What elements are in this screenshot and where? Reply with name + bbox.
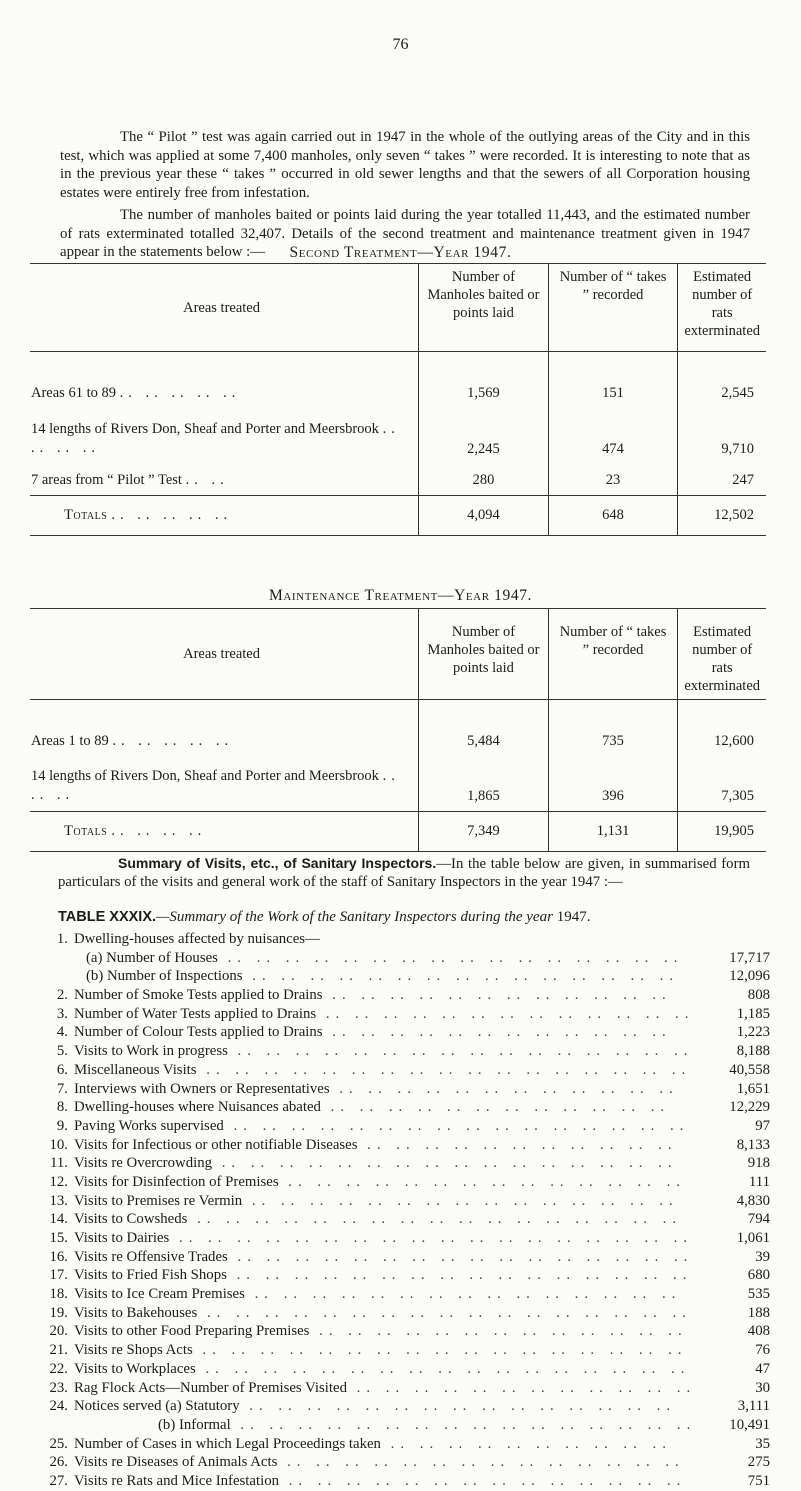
col-header-manholes: Number of Manholes baited or points laid bbox=[419, 609, 549, 700]
dot-leader: .. .. .. .. .. .. .. .. .. .. .. .. .. .. .. .. .. .. bbox=[169, 1230, 694, 1246]
table-xxxix-title bbox=[58, 909, 778, 926]
list-item bbox=[30, 1416, 770, 1435]
list-item bbox=[30, 1304, 770, 1323]
item-label bbox=[74, 1397, 676, 1416]
list-item bbox=[30, 1229, 770, 1248]
area-label: Areas 1 to 89 bbox=[31, 732, 109, 749]
item-number: 19. bbox=[49, 1304, 68, 1321]
item-value: 8,133 bbox=[736, 1136, 770, 1153]
item-value: 680 bbox=[747, 1267, 770, 1284]
list-item bbox=[30, 986, 770, 1005]
list-item bbox=[30, 1360, 770, 1379]
list-item bbox=[30, 1266, 770, 1285]
list-item bbox=[30, 1005, 770, 1024]
pilot-test-paragraph: The “ Pilot ” test was again carried out in 1947 in the whole of the outlying areas of the City and in this test, which was applied at some 7,400 manholes, only seven “ takes ” were recorded. It is interesting to note that as in the previous year these “ takes ” occurred in old sewer lengths and that the sewers of all Corporation housing estates were entirely free from infestation. bbox=[60, 129, 750, 201]
item-number: 24. bbox=[49, 1398, 68, 1415]
item-label bbox=[74, 1080, 679, 1099]
takes-value: 474 bbox=[548, 402, 678, 458]
item-label bbox=[74, 930, 320, 949]
col-header-areas: Areas treated bbox=[183, 646, 260, 662]
list-item bbox=[30, 1397, 770, 1416]
takes-value: 396 bbox=[548, 750, 678, 812]
list-item bbox=[30, 1098, 770, 1117]
item-number: 23. bbox=[49, 1379, 68, 1396]
dot-leader: .. .. .. .. .. .. .. .. .. .. .. .. .. .. .. .. .. bbox=[195, 1360, 691, 1377]
table-row: Areas 1 to 89 .. .. .. .. .. 5,484 735 12,600 bbox=[30, 700, 766, 750]
item-number: 8. bbox=[56, 1099, 68, 1116]
item-label bbox=[74, 1117, 689, 1136]
item-number: 12. bbox=[49, 1173, 68, 1190]
item-label-text: (b) Number of Inspections bbox=[86, 968, 243, 985]
item-label bbox=[74, 1136, 678, 1155]
dot-leader: .. .. .. .. .. .. .. .. .. .. .. .. .. .. .. .. bbox=[217, 949, 684, 966]
table-row: 14 lengths of Rivers Don, Sheaf and Porter and Meersbrook .. .. .. .. 2,245 474 9,710 bbox=[30, 402, 766, 458]
dot-leader: .. .. .. .. .. .. .. .. .. .. .. .. .. .. .. .. bbox=[223, 1117, 690, 1134]
item-label-text: Number of Water Tests applied to Drains bbox=[74, 1005, 317, 1022]
item-value: 1,651 bbox=[736, 1080, 770, 1097]
list-item bbox=[30, 1192, 770, 1211]
item-label-text: Visits for Disinfection of Premises bbox=[74, 1173, 279, 1190]
totals-label: Totals bbox=[64, 507, 108, 523]
item-value: 1,185 bbox=[736, 1005, 770, 1022]
list-item bbox=[30, 967, 770, 986]
table-xxxix-number: TABLE XXXIX. bbox=[58, 909, 157, 925]
item-value: 3,111 bbox=[737, 1398, 770, 1415]
item-label bbox=[74, 1042, 693, 1061]
manholes-value: 2,245 bbox=[419, 402, 549, 458]
item-label bbox=[86, 949, 683, 968]
list-item bbox=[30, 1453, 770, 1472]
manholes-value: 1,865 bbox=[419, 750, 549, 812]
list-item bbox=[30, 1341, 770, 1360]
item-number: 27. bbox=[49, 1472, 68, 1489]
dot-leader: .. .. .. .. .. .. .. .. .. .. .. .. .. .. .. .. bbox=[227, 1248, 694, 1265]
item-label-text: Dwelling-houses affected by nuisances— bbox=[74, 931, 320, 947]
item-label-text: Visits to Bakehouses bbox=[74, 1304, 198, 1321]
item-value: 408 bbox=[747, 1323, 770, 1340]
item-value: 76 bbox=[755, 1342, 770, 1359]
totals-label: Totals bbox=[64, 823, 108, 839]
item-label-text: Visits to Fried Fish Shops bbox=[74, 1267, 227, 1284]
item-label-text: Visits re Shops Acts bbox=[74, 1342, 193, 1359]
list-item bbox=[30, 1248, 770, 1267]
area-label: 7 areas from “ Pilot ” Test bbox=[31, 472, 182, 488]
item-label-text: Visits for Infectious or other notifiable Diseases bbox=[74, 1136, 358, 1153]
item-label-text: Number of Cases in which Legal Proceedings taken bbox=[74, 1435, 381, 1452]
item-number: 17. bbox=[49, 1267, 68, 1284]
rats-value: 7,305 bbox=[678, 750, 766, 812]
item-label-text: Visits to Work in progress bbox=[74, 1043, 228, 1060]
dot-leader: .. .. .. .. .. .. .. .. .. .. bbox=[380, 1435, 672, 1452]
item-label-text: Dwelling-houses where Nuisances abated bbox=[74, 1099, 321, 1116]
item-number: 7. bbox=[56, 1080, 68, 1097]
item-number: 9. bbox=[56, 1117, 68, 1134]
col-header-areas: Areas treated bbox=[183, 299, 260, 316]
item-number: 2. bbox=[56, 987, 68, 1004]
dot-leader: .. .. .. .. .. .. .. .. .. .. .. .. .. .. .. .. bbox=[212, 1155, 678, 1172]
item-label-text: Rag Flock Acts—Number of Premises Visited bbox=[74, 1379, 347, 1396]
item-label bbox=[74, 986, 672, 1005]
item-number: 21. bbox=[49, 1342, 68, 1359]
item-label-text: Visits re Overcrowding bbox=[74, 1155, 213, 1172]
item-value: 39 bbox=[755, 1248, 770, 1265]
table-xxxix-description: —Summary of the Work of the Sanitary Inspectors during the year bbox=[156, 909, 553, 925]
item-label-text: Visits to other Food Preparing Premises bbox=[74, 1323, 310, 1340]
page-number: 76 bbox=[392, 36, 409, 53]
item-label-text: Visits re Diseases of Animals Acts bbox=[74, 1454, 278, 1471]
dot-leader: .. .. .. .. .. .. .. .. .. .. .. .. bbox=[329, 1080, 679, 1097]
table-row: 14 lengths of Rivers Don, Sheaf and Porter and Meersbrook .. .. .. 1,865 396 7,305 bbox=[30, 750, 766, 812]
col-header-takes: Number of “ takes ” recorded bbox=[548, 264, 678, 352]
item-number: 25. bbox=[49, 1435, 68, 1452]
second-treatment-table bbox=[30, 263, 766, 536]
area-label: 14 lengths of Rivers Don, Sheaf and Porter and Meersbrook bbox=[31, 420, 379, 437]
item-label bbox=[74, 1453, 685, 1472]
item-label bbox=[158, 1416, 696, 1435]
dot-leader: .. .. .. .. .. .. .. .. .. .. .. .. .. .. .. bbox=[242, 968, 680, 985]
dot-leader: .. .. .. .. .. .. .. .. .. .. .. .. bbox=[322, 1024, 672, 1041]
item-value: 111 bbox=[748, 1173, 770, 1190]
item-label bbox=[74, 1379, 696, 1398]
dot-leader: .. .. .. .. .. .. .. .. .. .. .. .. .. .. .. .. .. bbox=[197, 1304, 692, 1321]
item-label-text: Visits re Offensive Trades bbox=[74, 1248, 228, 1265]
dot-leader: .. .. .. .. .. .. .. .. .. .. .. .. .. bbox=[316, 1005, 695, 1022]
total-rats: 19,905 bbox=[678, 812, 766, 852]
dot-leader: .. .. .. .. .. .. .. .. .. .. .. .. .. .. bbox=[278, 1173, 686, 1190]
item-value: 535 bbox=[747, 1286, 770, 1303]
item-number: 26. bbox=[49, 1454, 68, 1471]
list-item bbox=[30, 930, 770, 949]
item-value: 10,491 bbox=[729, 1416, 770, 1433]
dot-leader: .. .. .. .. .. .. .. .. .. .. .. bbox=[357, 1136, 678, 1153]
table-row: 7 areas from “ Pilot ” Test .. .. 280 23 247 bbox=[30, 458, 766, 496]
dot-leader: .. .. .. .. .. .. .. .. .. .. .. .. .. bbox=[309, 1323, 688, 1340]
rats-value: 9,710 bbox=[678, 402, 766, 458]
list-item bbox=[30, 1042, 770, 1061]
item-number: 5. bbox=[56, 1043, 68, 1060]
manholes-value: 1,569 bbox=[419, 352, 549, 402]
total-takes: 1,131 bbox=[548, 812, 678, 852]
item-number: 13. bbox=[49, 1192, 68, 1209]
item-number: 20. bbox=[49, 1323, 68, 1340]
item-label bbox=[74, 1229, 693, 1248]
item-label-text: Number of Smoke Tests applied to Drains bbox=[74, 987, 323, 1004]
list-item bbox=[30, 1210, 770, 1229]
summary-text: —In the table below are given, in summarised form particulars of the visits and general work of the staff of Sanitary Inspectors in the year 1947 :— bbox=[58, 856, 751, 890]
item-number: 16. bbox=[49, 1248, 68, 1265]
col-header-manholes: Number of Manholes baited or points laid bbox=[419, 264, 549, 352]
item-number: 10. bbox=[49, 1136, 68, 1153]
item-label bbox=[74, 1154, 678, 1173]
item-label-text: (a) Number of Houses bbox=[86, 949, 218, 966]
dot-leader: .. .. .. .. .. .. .. .. .. .. .. .. .. .. .. .. .. bbox=[196, 1061, 692, 1078]
item-label-text: Visits to Workplaces bbox=[74, 1360, 196, 1377]
dot-leader: .. .. .. .. .. .. .. .. .. .. .. .. .. .. .. .. .. bbox=[187, 1211, 683, 1228]
item-value: 188 bbox=[747, 1304, 770, 1321]
item-value: 4,830 bbox=[736, 1192, 770, 1209]
item-label bbox=[74, 1304, 692, 1323]
item-number: 3. bbox=[56, 1005, 68, 1022]
dot-leader: .. .. .. .. .. .. .. .. .. .. .. .. .. .. .. .. bbox=[226, 1267, 693, 1284]
item-value: 47 bbox=[755, 1360, 770, 1377]
list-item bbox=[30, 1154, 770, 1173]
area-label: 14 lengths of Rivers Don, Sheaf and Porter and Meersbrook bbox=[31, 768, 379, 784]
item-value: 12,229 bbox=[729, 1099, 770, 1116]
dot-leader: .. .. .. .. .. .. .. .. .. .. .. .. bbox=[322, 987, 672, 1004]
item-label-text: Miscellaneous Visits bbox=[74, 1061, 197, 1078]
item-number: 4. bbox=[56, 1024, 68, 1041]
item-label bbox=[74, 1472, 686, 1491]
item-number: 11. bbox=[50, 1155, 68, 1172]
maintenance-treatment-caption: Maintenance Treatment—Year 1947. bbox=[268, 587, 533, 604]
list-item bbox=[30, 1435, 770, 1454]
item-label-text: Interviews with Owners or Representatives bbox=[74, 1080, 330, 1097]
item-label bbox=[74, 1192, 679, 1211]
item-label bbox=[74, 1098, 670, 1117]
area-label: Areas 61 to 89 bbox=[31, 384, 116, 401]
item-value: 17,717 bbox=[729, 949, 770, 966]
item-label bbox=[74, 1061, 691, 1080]
item-value: 97 bbox=[755, 1117, 770, 1134]
item-value: 12,096 bbox=[729, 968, 770, 985]
summary-heading: Summary of Visits, etc., of Sanitary Inspectors. bbox=[118, 855, 437, 871]
list-item bbox=[30, 1285, 770, 1304]
dot-leader: .. .. .. .. .. .. .. .. .. .. .. .. .. .. .. .. bbox=[230, 1416, 697, 1433]
total-rats: 12,502 bbox=[678, 496, 766, 536]
item-label-text: Visits to Cowsheds bbox=[74, 1211, 188, 1228]
total-manholes: 4,094 bbox=[419, 496, 549, 536]
maintenance-treatment-table bbox=[30, 608, 766, 852]
item-label bbox=[74, 1210, 682, 1229]
col-header-rats: Estimated number of rats exterminated bbox=[678, 609, 766, 700]
item-label-text: Visits to Dairies bbox=[74, 1230, 170, 1246]
col-header-rats: Estimated number of rats exterminated bbox=[678, 264, 766, 352]
item-label bbox=[74, 1360, 690, 1379]
dot-leader: .. .. .. .. .. .. .. .. .. .. .. .. .. .. .. .. bbox=[227, 1043, 694, 1060]
list-item bbox=[30, 949, 770, 968]
baited-manholes-paragraph: The number of manholes baited or points laid during the year totalled 11,443, and the estimated number of rats exterminated totalled 32,407. Details of the second treatment and maintenance treatment given in 1947 appear in the statements below :— bbox=[60, 207, 750, 260]
item-label-text: Visits to Ice Cream Premises bbox=[74, 1286, 245, 1303]
item-value: 808 bbox=[747, 987, 770, 1004]
table-xxxix bbox=[30, 930, 770, 1491]
item-label-text: Paving Works supervised bbox=[74, 1117, 224, 1134]
item-value: 35 bbox=[755, 1435, 770, 1452]
item-number: 22. bbox=[49, 1360, 68, 1377]
list-item bbox=[30, 1117, 770, 1136]
item-value: 40,558 bbox=[729, 1061, 770, 1078]
rats-value: 247 bbox=[678, 458, 766, 496]
takes-value: 23 bbox=[548, 458, 678, 496]
list-item bbox=[30, 1472, 770, 1491]
item-number: 14. bbox=[49, 1211, 68, 1228]
dot-leader: .. .. .. .. .. .. .. .. .. .. .. .. .. .. .. bbox=[244, 1286, 682, 1303]
rats-value: 12,600 bbox=[678, 700, 766, 750]
dot-leader: .. .. .. .. .. .. .. .. .. .. .. .. .. .. .. bbox=[239, 1398, 677, 1415]
item-label-text: Number of Colour Tests applied to Drains bbox=[74, 1024, 323, 1041]
list-item bbox=[30, 1322, 770, 1341]
item-number: 18. bbox=[49, 1286, 68, 1303]
item-value: 275 bbox=[747, 1454, 770, 1471]
rats-value: 2,545 bbox=[678, 352, 766, 402]
item-label bbox=[74, 1341, 687, 1360]
item-label-text: Visits re Rats and Mice Infestation bbox=[74, 1472, 279, 1489]
item-number: 15. bbox=[49, 1230, 68, 1246]
item-number: 6. bbox=[56, 1061, 68, 1078]
item-value: 918 bbox=[747, 1155, 770, 1172]
dot-leader: .. .. .. .. .. .. .. .. .. .. .. .. bbox=[320, 1099, 671, 1116]
manholes-value: 5,484 bbox=[419, 700, 549, 750]
item-number: 1. bbox=[56, 931, 68, 947]
second-treatment-caption: Second Treatment—Year 1947. bbox=[289, 244, 512, 261]
col-header-takes: Number of “ takes ” recorded bbox=[548, 609, 678, 700]
item-label bbox=[74, 1248, 693, 1267]
item-label bbox=[74, 1266, 692, 1285]
item-label bbox=[74, 1005, 694, 1024]
item-label bbox=[74, 1173, 686, 1192]
item-value: 8,188 bbox=[736, 1043, 770, 1060]
dot-leader: .. .. .. .. .. .. .. .. .. .. .. .. bbox=[346, 1379, 697, 1396]
item-value: 751 bbox=[747, 1472, 770, 1489]
table-xxxix-year: 1947. bbox=[556, 909, 591, 925]
takes-value: 151 bbox=[548, 352, 678, 402]
manholes-value: 280 bbox=[419, 458, 549, 496]
list-item bbox=[30, 1136, 770, 1155]
item-label-text: (b) Informal bbox=[158, 1416, 231, 1433]
item-label bbox=[86, 967, 679, 986]
item-label-text: Visits to Premises re Vermin bbox=[74, 1192, 243, 1209]
list-item bbox=[30, 1379, 770, 1398]
total-manholes: 7,349 bbox=[419, 812, 549, 852]
list-item bbox=[30, 1173, 770, 1192]
totals-row: Totals .. .. .. .. .. 4,094 648 12,502 bbox=[30, 496, 766, 536]
item-label bbox=[74, 1322, 688, 1341]
dot-leader: .. .. .. .. .. .. .. .. .. .. .. .. .. .. bbox=[277, 1454, 685, 1471]
dot-leader: .. .. .. .. .. .. .. .. .. .. .. .. .. .. .. .. .. bbox=[192, 1342, 688, 1359]
item-label-text: Notices served (a) Statutory bbox=[74, 1398, 240, 1415]
table-row: Areas 61 to 89 .. .. .. .. .. 1,569 151 2,545 bbox=[30, 352, 766, 402]
item-label bbox=[74, 1285, 681, 1304]
totals-row: Totals .. .. .. .. 7,349 1,131 19,905 bbox=[30, 812, 766, 852]
item-value: 794 bbox=[747, 1211, 770, 1228]
list-item bbox=[30, 1080, 770, 1099]
takes-value: 735 bbox=[548, 700, 678, 750]
summary-paragraph bbox=[58, 854, 750, 891]
total-takes: 648 bbox=[548, 496, 678, 536]
item-value: 30 bbox=[755, 1379, 770, 1396]
item-value: 1,061 bbox=[736, 1230, 770, 1246]
dot-leader: .. .. .. .. .. .. .. .. .. .. .. .. .. .. .. bbox=[242, 1192, 679, 1209]
item-label bbox=[74, 1435, 672, 1454]
item-value: 1,223 bbox=[736, 1024, 770, 1041]
dot-leader: .. .. .. .. .. .. .. .. .. .. .. .. .. .. bbox=[279, 1472, 687, 1489]
list-item bbox=[30, 1023, 770, 1042]
list-item bbox=[30, 1061, 770, 1080]
item-label bbox=[74, 1023, 672, 1042]
